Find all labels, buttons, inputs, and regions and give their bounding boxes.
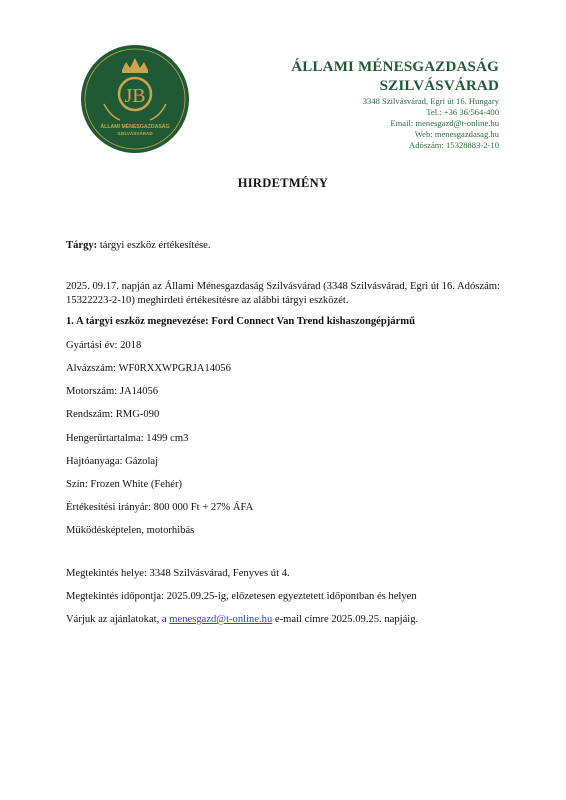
offers-prefix: Várjuk az ajánlatokat, a — [66, 614, 170, 625]
detail-displacement: Hengerűrtartalma: 1499 cm3 — [66, 433, 189, 444]
document-title: HIRDETMÉNY — [237, 176, 329, 190]
detail-year: Gyártási év: 2018 — [66, 340, 142, 351]
intro-paragraph: 2025. 09.17. napján az Állami Ménesgazdaság Szilvásvárad (3348 Szilvásvárad, Egri út 16. Adószám: 15322223-2-10) meghirdeti értékesítésre az alábbi tárgyi eszközét. — [66, 281, 500, 306]
logo-ring-text-1: ÁLLAMI MÉNESGAZDASÁG — [100, 124, 170, 130]
item-heading: 1. A tárgyi eszköz megnevezése: Ford Connect Van Trend kishaszongépjármű — [66, 316, 415, 327]
org-name-line1: ÁLLAMI MÉNESGAZDASÁG — [291, 59, 499, 75]
org-name-line2: SZILVÁSVÁRAD — [379, 78, 499, 94]
detail-condition: Működésképtelen, motorhibás — [66, 525, 195, 536]
org-tax-number: Adószám: 15328883-2-10 — [409, 140, 499, 150]
detail-engine-number: Motorszám: JA14056 — [66, 386, 159, 397]
detail-price: Értékesítési irányár: 800 000 Ft + 27% ÁFA — [66, 502, 254, 513]
detail-color: Szín: Frozen White (Fehér) — [66, 479, 183, 490]
org-telephone: Tel.: +36 36/564-400 — [426, 107, 499, 117]
logo-monogram: JB — [124, 85, 146, 107]
org-address: 3348 Szilvásvárad, Egri út 16. Hungary — [362, 96, 499, 106]
logo-ring-text-2: SZILVÁSVÁRAD — [117, 131, 153, 136]
subject-label: Tárgy: — [66, 240, 98, 251]
org-web: Web: menesgazdasag.hu — [414, 129, 499, 139]
offers-email-link[interactable]: menesgazd@t-online.hu — [169, 614, 273, 625]
subject-line — [66, 240, 211, 251]
organization-logo — [80, 44, 190, 154]
offers-line — [66, 614, 418, 625]
detail-chassis-number: Alvázszám: WF0RXXWPGRJA14056 — [66, 363, 231, 374]
org-email: Email: menesgazd@t-online.hu — [390, 118, 499, 128]
offers-suffix: e-mail címre 2025.09.25. napjáig. — [272, 614, 419, 625]
viewing-place: Megtekintés helye: 3348 Szilvásvárad, Fenyves út 4. — [66, 568, 290, 579]
letterhead — [291, 58, 499, 151]
detail-fuel-type: Hajtóanyaga: Gázolaj — [66, 456, 159, 467]
viewing-time: Megtekintés időpontja: 2025.09.25-ig, előzetesen egyeztetett időpontban és helyen — [66, 591, 417, 602]
detail-plate-number: Rendszám: RMG-090 — [66, 409, 160, 420]
subject-text: tárgyi eszköz értékesítése. — [97, 240, 211, 251]
